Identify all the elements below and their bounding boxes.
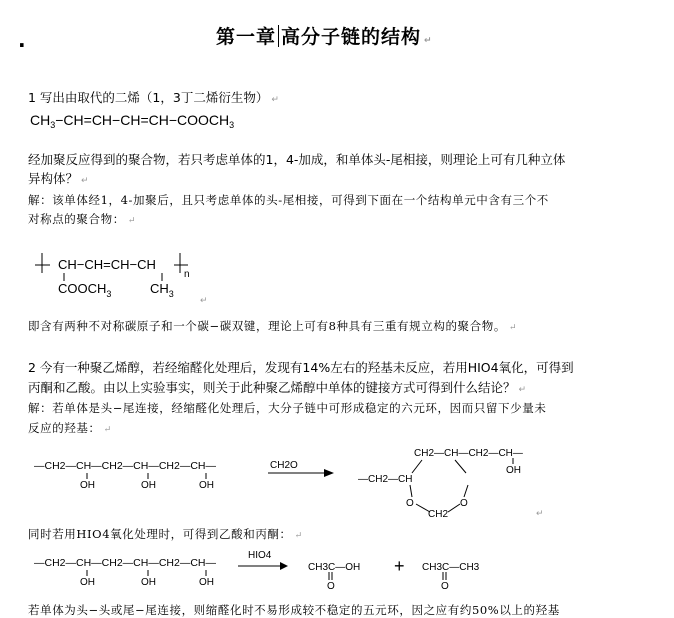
q1-line1: 1 写出由取代的二烯（1，3丁二烯衍生物） ↵ — [28, 90, 279, 105]
plus-sign: + — [394, 556, 405, 576]
q2-answer-line2: 反应的羟基： ↵ — [28, 421, 112, 435]
ring-oxygen: O — [406, 498, 414, 509]
chapter-number: 第一章 — [216, 26, 277, 48]
chapter-title — [216, 22, 433, 49]
pva-chain: —CH2—CH—CH2—CH—CH2—CH— — [34, 557, 217, 569]
q1-answer-line3: 即含有两种不对称碳原子和一个碳−碳双键，理论上可有8种具有三重有规立构的聚合物。 ↵ — [28, 319, 518, 333]
carbonyl-oxygen: O — [327, 581, 335, 592]
repeat-subscript: n — [184, 269, 190, 280]
product-acetic-acid: CH3C—OH — [308, 562, 361, 573]
paragraph-mark-icon: ↵ — [536, 508, 544, 518]
reagent-formaldehyde: CH2O — [270, 460, 298, 471]
q2-line1: 2 今有一种聚乙烯醇，若经缩醛化处理后，发现有14%左右的羟基未反应，若用HIO4氧化，可得到 — [28, 360, 574, 375]
ring-top-chain: CH2—CH—CH2—CH— — [414, 448, 523, 459]
methyl-substituent: $CH_3$ — [150, 281, 174, 299]
q2-answer-line3: 同时若用HIO4氧化处理时，可得到乙酸和丙酮： ↵ — [28, 527, 303, 541]
pva-chain: —CH2—CH—CH2—CH—CH2—CH— — [34, 460, 217, 472]
text-cursor — [278, 25, 279, 47]
q1-line3: 异构体？ ↵ — [28, 171, 89, 186]
reaction-arrow-icon — [324, 469, 334, 477]
reagent-periodic-acid: HIO4 — [248, 550, 272, 561]
q2-line2: 丙酮和乙酸。由以上实验事实，则关于此种聚乙烯醇中单体的键接方式可得到什么结论？ ↵ — [28, 380, 527, 395]
ring-oxygen: O — [460, 498, 468, 509]
q1-answer-line2: 对称点的聚合物： ↵ — [28, 212, 136, 226]
product-acetone: CH3C—CH3 — [422, 562, 480, 573]
q2-cutoff-line: 若单体为头−头或尾−尾连接，则缩醛化时不易形成较不稳定的五元环，因之应有约50%以上的羟基 — [28, 603, 560, 617]
hydroxyl-group: OH — [141, 480, 156, 491]
hydroxyl-group: OH — [80, 577, 95, 588]
carbonyl-oxygen: O — [441, 581, 449, 592]
q2-acetalization-scheme — [30, 442, 650, 520]
ester-substituent: $COOCH_3$ — [58, 281, 112, 299]
ring-left-chain: —CH2—CH — [358, 474, 413, 485]
hydroxyl-group: OH — [199, 577, 214, 588]
hydroxyl-group: OH — [80, 480, 95, 491]
bullet-dot: . — [18, 28, 26, 52]
q1-polymer-structure — [30, 245, 250, 305]
reaction-arrow-icon — [280, 562, 288, 570]
polymer-backbone: CH−CH=CH−CH — [58, 257, 156, 272]
q2-answer-line1: 解：若单体是头−尾连接，经缩醛化处理后，大分子链中可形成稳定的六元环，因而只留下少量未 — [28, 401, 547, 415]
q2-oxidation-scheme — [30, 546, 650, 594]
paragraph-mark-icon: ↵ — [200, 295, 208, 305]
q1-answer-line1: 解：该单体经1，4-加聚后，且只考虑单体的头-尾相接，可得到下面在一个结构单元中含有三个不 — [28, 193, 549, 207]
q1-line2: 经加聚反应得到的聚合物，若只考虑单体的1，4-加成，和单体头-尾相接，则理论上可有几种立体 — [28, 152, 566, 167]
ring-bottom-methylene: CH2 — [428, 509, 449, 520]
hydroxyl-group: OH — [506, 465, 521, 476]
hydroxyl-group: OH — [199, 480, 214, 491]
paragraph-mark-icon: ↵ — [271, 95, 279, 105]
q1-monomer-formula: $CH_3-CH=CH-CH=CH-COOCH_3$ — [30, 112, 235, 130]
paragraph-mark-icon: ↵ — [424, 36, 433, 46]
hydroxyl-group: OH — [141, 577, 156, 588]
chapter-name: 高分子链的结构 — [281, 26, 422, 48]
